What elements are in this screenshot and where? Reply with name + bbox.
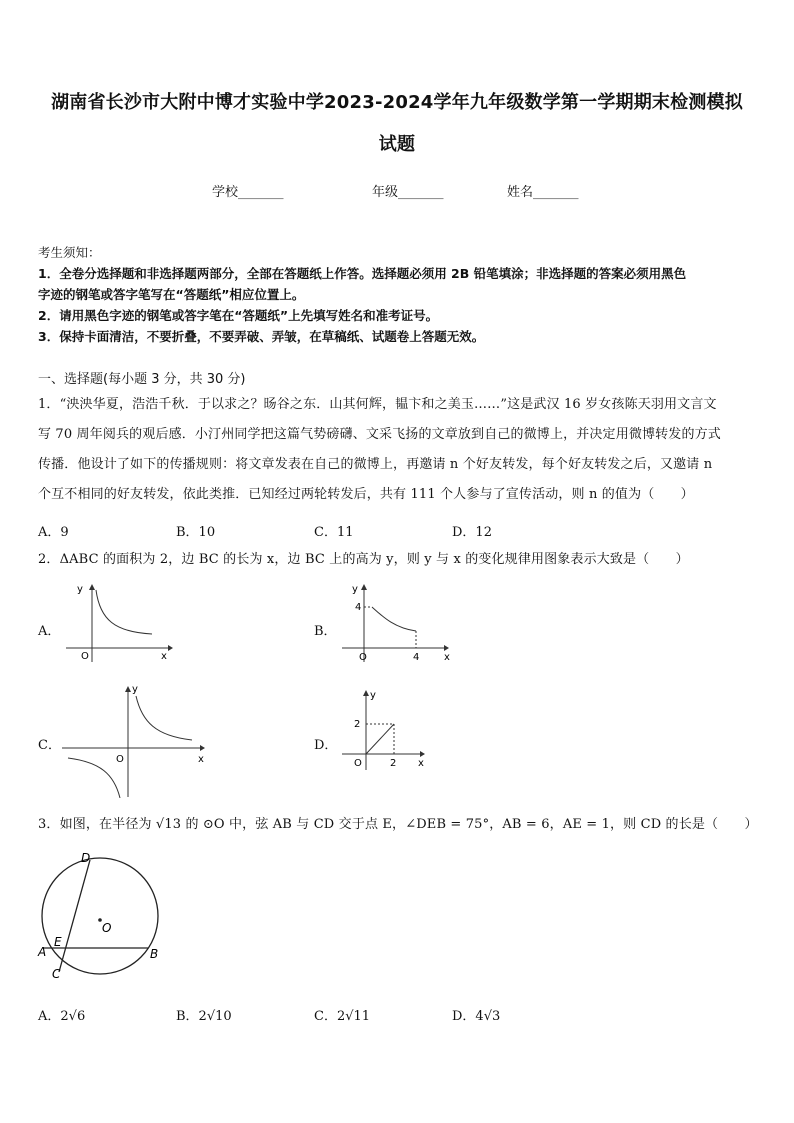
notice-item-2: 2．请用黑色字迹的钢笔或答字笔在“答题纸”上先填写姓名和准考证号。 bbox=[38, 308, 439, 323]
tick-2-label: 2 bbox=[354, 719, 361, 730]
point-a-label: A bbox=[38, 945, 47, 959]
q1-line: 1．“泱泱华夏，浩浩千秋．于以求之？旸谷之东．山其何辉，韫卞和之美玉……”这是武汉 16 岁女孩陈天羽用文言文 bbox=[38, 397, 717, 412]
q1-option-b[interactable]: B．10 bbox=[176, 525, 216, 540]
axis-y-label: y bbox=[132, 684, 138, 695]
school-field[interactable]: 学校_______ bbox=[212, 185, 284, 200]
axis-x-label: x bbox=[444, 652, 450, 663]
q3-option-b[interactable]: B．2√10 bbox=[176, 1009, 232, 1024]
origin-label: O bbox=[81, 651, 89, 662]
point-e-label: E bbox=[54, 935, 62, 949]
axis-y-label: y bbox=[352, 584, 358, 595]
q1-line: 个互不相同的好友转发，依此类推．已知经过两轮转发后，共有 111 个人参与了宣传活动，则 n 的值为（ ） bbox=[38, 487, 694, 502]
document-title-cont: 试题 bbox=[378, 134, 416, 155]
axis-y-label: y bbox=[77, 584, 83, 595]
q3-option-d[interactable]: D．4√3 bbox=[452, 1009, 501, 1024]
document-title: 湖南省长沙市大附中博才实验中学2023-2024学年九年级数学第一学期期末检测模拟 bbox=[51, 92, 743, 113]
q1-option-a[interactable]: A．9 bbox=[38, 525, 69, 540]
graph-a bbox=[60, 582, 175, 664]
tick-4-label: 4 bbox=[355, 602, 362, 613]
notice-item-3: 3．保持卡面清洁，不要折叠，不要弄破、弄皱，在草稿纸、试题卷上答题无效。 bbox=[38, 329, 485, 344]
circle-diagram bbox=[34, 848, 166, 984]
q1-option-d[interactable]: D．12 bbox=[452, 525, 492, 540]
axis-y-label: y bbox=[370, 690, 376, 701]
point-c-label: C bbox=[52, 967, 61, 981]
question-2-stem: 2．ΔABC 的面积为 2，边 BC 的长为 x，边 BC 上的高为 y，则 y 与 x 的变化规律用图象表示大致是（ ） bbox=[38, 552, 689, 567]
tick-4-label: 4 bbox=[413, 652, 420, 663]
notice-item-1-cont: 字迹的钢笔或答字笔写在“答题纸”相应位置上。 bbox=[38, 287, 305, 302]
q2-option-a[interactable]: A． bbox=[38, 624, 61, 639]
q3-option-a[interactable]: A．2√6 bbox=[38, 1009, 86, 1024]
section-heading: 一、选择题(每小题 3 分，共 30 分) bbox=[38, 372, 246, 387]
point-b-label: B bbox=[150, 947, 159, 961]
q1-option-c[interactable]: C．11 bbox=[314, 525, 354, 540]
tick-2-label: 2 bbox=[390, 758, 397, 769]
axis-x-label: x bbox=[161, 651, 167, 662]
q2-option-d[interactable]: D． bbox=[314, 738, 338, 753]
point-o-label: O bbox=[102, 921, 112, 935]
graph-b bbox=[338, 582, 453, 664]
origin-label: O bbox=[359, 652, 367, 663]
point-d-label: D bbox=[81, 851, 91, 865]
axis-x-label: x bbox=[418, 758, 424, 769]
graph-c bbox=[60, 682, 210, 798]
origin-label: O bbox=[116, 754, 124, 765]
q2-option-c[interactable]: C． bbox=[38, 738, 61, 753]
q1-line: 传播．他设计了如下的传播规则：将文章发表在自己的微博上，再邀请 n 个好友转发，每个好友转发之后，又邀请 n bbox=[38, 457, 713, 472]
notice-item-1: 1．全卷分选择题和非选择题两部分，全部在答题纸上作答。选择题必须用 2B 铅笔填涂；非选择题的答案必须用黑色 bbox=[38, 266, 687, 281]
question-3-stem: 3．如图，在半径为 √13 的 ⊙O 中，弦 AB 与 CD 交于点 E，∠DEB = 75°，AB = 6，AE = 1，则 CD 的长是（ ） bbox=[38, 817, 758, 832]
q3-option-c[interactable]: C．2√11 bbox=[314, 1009, 371, 1024]
graph-d bbox=[338, 686, 433, 776]
origin-label: O bbox=[354, 758, 362, 769]
exam-notice bbox=[38, 242, 686, 347]
q2-option-b[interactable]: B． bbox=[314, 624, 337, 639]
notice-heading: 考生须知： bbox=[38, 245, 101, 260]
q1-line: 写 70 周年阅兵的观后感．小汀州同学把这篇气势磅礴、文采飞扬的文章放到自己的微博上，并决定用微博转发的方式 bbox=[38, 427, 721, 442]
question-1 bbox=[38, 390, 721, 510]
axis-x-label: x bbox=[198, 754, 204, 765]
grade-field[interactable]: 年级_______ bbox=[372, 185, 444, 200]
name-field[interactable]: 姓名_______ bbox=[507, 185, 579, 200]
